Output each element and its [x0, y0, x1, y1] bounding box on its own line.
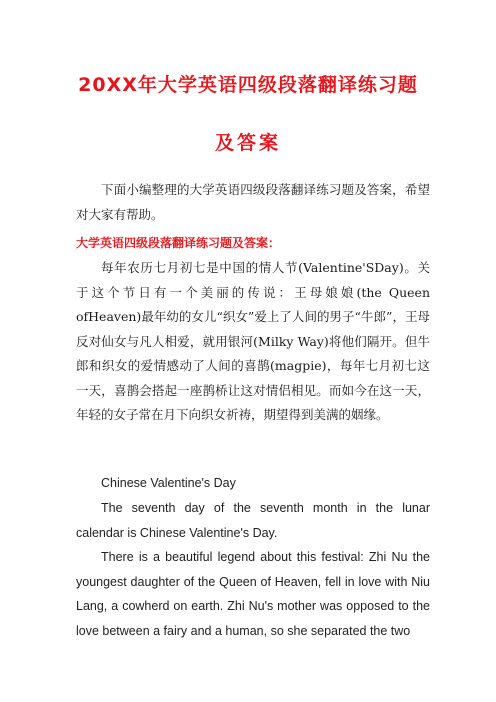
- section-heading: 大学英语四级段落翻译练习题及答案：: [76, 236, 281, 250]
- document-title-line-1: 20XX年大学英语四级段落翻译练习题: [78, 74, 418, 96]
- english-title: Chinese Valentine's Day: [101, 476, 236, 490]
- chinese-passage: 每年农历七月初七是中国的情人节(Valentine'SDay)。关于这个节日有一个美丽的传说：王母娘娘(the Queen ofHeaven)最年幼的女儿“织女”爱上了人间的男子“牛郎”，王母反对仙女与凡人相爱，就用银河(Milky Way)将他们隔开。但牛郎和织女的爱情感动了人间的喜鹊(magpie)，每年七月初七这一天，喜鹊会搭起一座鹊桥让这对情侣相见。而如今在这一天，年轻的女子常在月下向织女祈祷，期望得到美满的姻缘。: [76, 260, 430, 422]
- document-title-line-2: 及答案: [214, 132, 281, 154]
- english-paragraph-1: The seventh day of the seventh month in the lunar calendar is Chinese Valentine's Day.: [76, 501, 430, 540]
- english-paragraph-2: There is a beautiful legend about this festival: Zhi Nu the youngest daughter of the Queen of Heaven, fell in love with Niu Lang, a cowherd on earth. Zhi Nu's mother was opposed to the love between a fairy and a human, so she separated the two: [76, 550, 430, 638]
- intro-paragraph: 下面小编整理的大学英语四级段落翻译练习题及答案，希望对大家有帮助。: [76, 182, 430, 222]
